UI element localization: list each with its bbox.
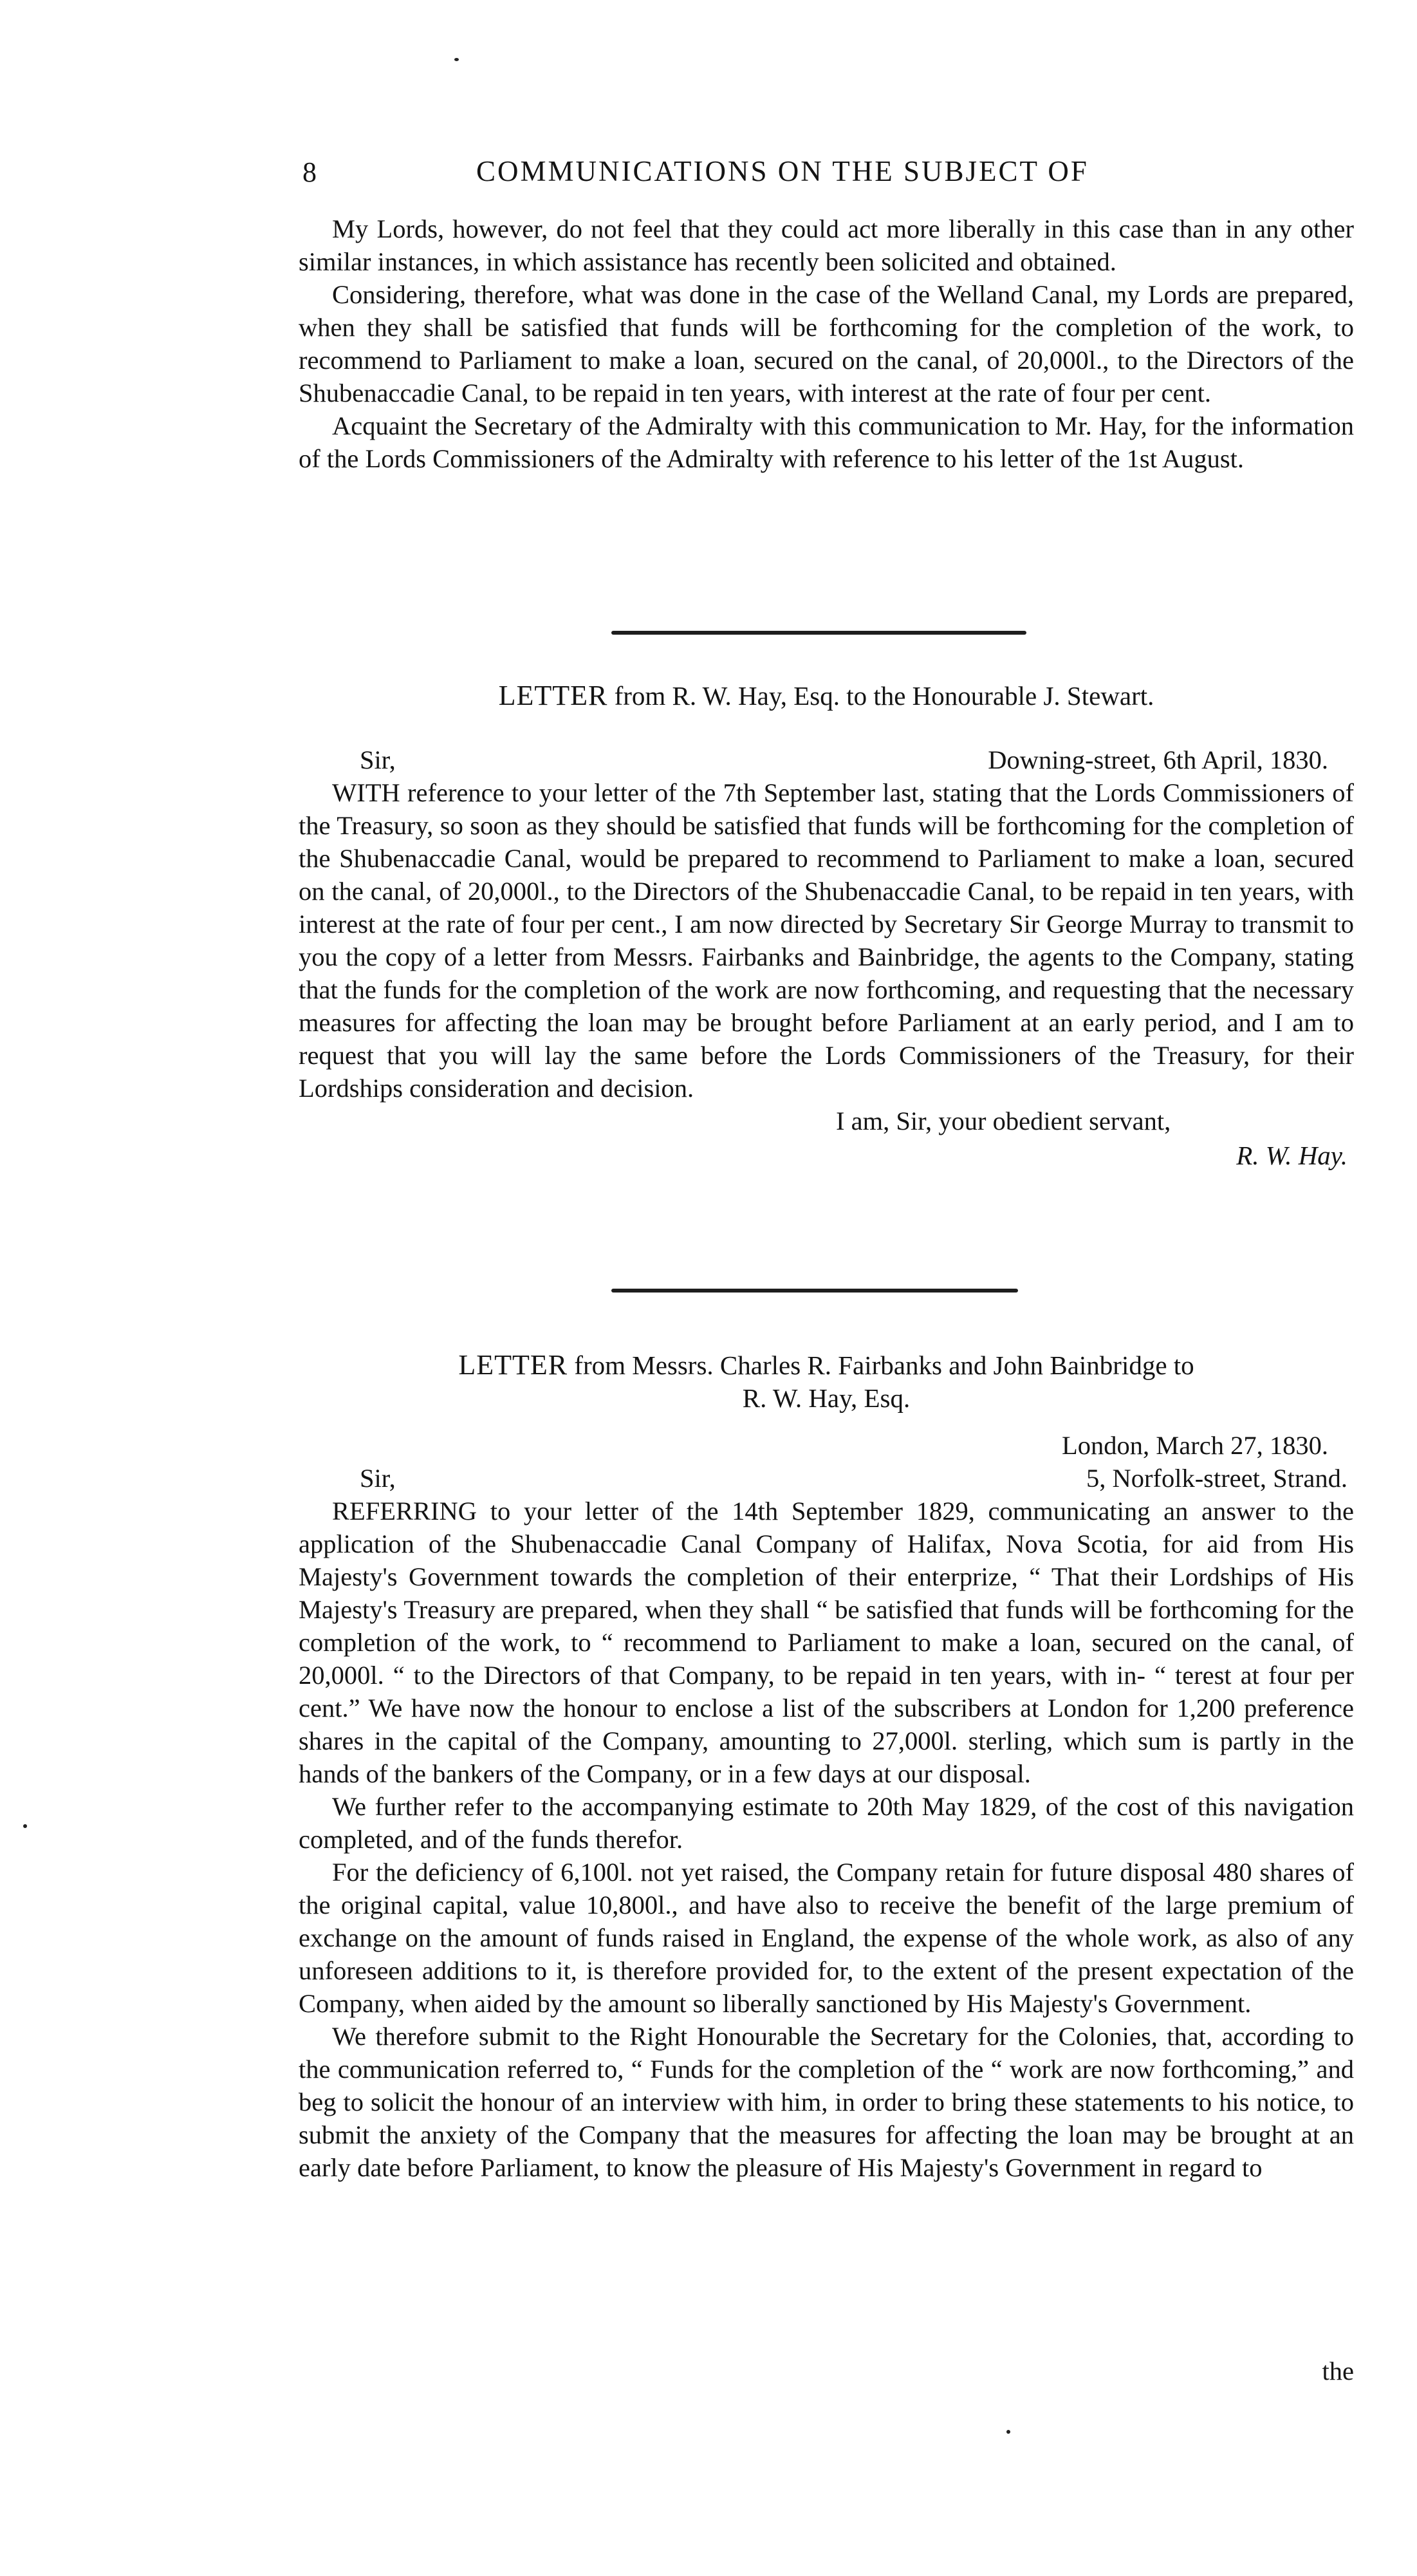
letter-heading-caps: LETTER — [498, 680, 608, 711]
catchword: the — [1322, 2357, 1354, 2385]
paragraph: My Lords, however, do not feel that they could act more liberally in this case than in any other similar instances, in which assistance has recently been solicited and obtained. — [299, 214, 1354, 276]
letter-fairbanks-to-hay — [299, 1349, 1354, 2184]
closing — [299, 1105, 1354, 1137]
section-divider — [611, 1289, 1018, 1293]
running-title: COMMUNICATIONS ON THE SUBJECT OF — [476, 155, 1089, 187]
salutation: Sir, — [360, 745, 396, 774]
section-divider — [611, 631, 1026, 635]
paragraph: For the deficiency of 6,100l. not yet raised, the Company retain for future disposal 480 shares of the original capital, value 10,800l., and have also to receive the benefit of the large premium of exchange on the amount of funds raised in England, the expense of the whole work, as also of any unforeseen additions to it, is therefore provided for, to the extent of the present expectation of the Company, when aided by the amount so liberally sanctioned by His Majesty's Government. — [299, 1858, 1354, 2018]
salutation-address-row — [299, 1462, 1354, 1495]
paragraph: Considering, therefore, what was done in the case of the Welland Canal, my Lords are prepared, when they shall be satisfied that funds will be forthcoming for the completion of the work, to recommend to Parliament to make a loan, secured on the canal, of 20,000l., to the Directors of the Shubenaccadie Canal, to be repaid in ten years, with interest at the rate of four per cent. — [299, 280, 1354, 407]
ink-speck — [23, 1824, 27, 1828]
paragraph: Acquaint the Secretary of the Admiralty with this communication to Mr. Hay, for the information of the Lords Commissioners of the Admiralty with reference to his letter of the 1st August. — [299, 411, 1354, 473]
letter-body: WITH reference to your letter of the 7th September last, stating that the Lords Commissioners of the Treasury, so soon as they should be satisfied that funds will be forthcoming for the completion of the Shubenaccadie Canal, would be prepared to recommend to Parliament to make a loan, secured on the canal, of 20,000l., to the Directors of the Shubenaccadie Canal, to be repaid in ten years, with interest at the rate of four per cent., I am now directed by Secretary Sir George Murray to transmit to you the copy of a letter from Messrs. Fairbanks and Bainbridge, the agents to the Company, stating that the funds for the completion of the work are now forthcoming, and requesting that the necessary measures for affecting the loan may be brought before Parliament at an early period, and I am to request that you will lay the same before the Lords Commissioners of the Treasury, for their Lordships consideration and decision. — [299, 778, 1354, 1103]
salutation: Sir, — [360, 1464, 396, 1493]
address: 5, Norfolk-street, Strand. — [1086, 1464, 1348, 1493]
letter-heading-caps: LETTER — [458, 1349, 568, 1381]
paragraph: REFERRING to your letter of the 14th September 1829, communicating an answer to the application of the Shubenaccadie Canal Company of Halifax, Nova Scotia, for aid from His Majesty's Government towards the completion of their enterprize, “ That their Lordships of His Majesty's Treasury are prepared, when they shall “ be satisfied that funds will be forthcoming for the completion of the work, to “ recommend to Parliament to make a loan, secured on the canal, of 20,000l. “ to the Directors of that Company, to be repaid in ten years, with in- “ terest at four per cent.” We have now the honour to enclose a list of the subscribers at London for 1,200 preference shares in the capital of the Company, amounting to 27,000l. sterling, which sum is partly in the hands of the bankers of the Company, or in a few days at our disposal. — [299, 1497, 1354, 1788]
letter-heading — [299, 679, 1354, 713]
page-header — [302, 152, 1359, 197]
closing-text: I am, Sir, your obedient servant, — [836, 1106, 1171, 1135]
page-number: 8 — [302, 156, 317, 188]
dateline-row — [299, 1429, 1354, 1462]
letter-hay-to-stewart — [299, 679, 1354, 1176]
paragraph: We further refer to the accompanying estimate to 20th May 1829, of the cost of this navigation completed, and of the funds therefor. — [299, 1792, 1354, 1854]
letter-heading-text: from R. W. Hay, Esq. to the Honourable J. Stewart. — [607, 681, 1154, 711]
section-treasury-minute — [299, 212, 1354, 475]
letter-heading-text: from Messrs. Charles R. Fairbanks and John Bainbridge to — [568, 1350, 1194, 1380]
dateline: London, March 27, 1830. — [1062, 1431, 1328, 1460]
letter-heading-line2: R. W. Hay, Esq. — [742, 1383, 911, 1413]
ink-speck — [1006, 2430, 1010, 2434]
ink-speck — [454, 58, 459, 61]
salutation-dateline-row — [299, 743, 1354, 776]
dateline: Downing-street, 6th April, 1830. — [988, 745, 1328, 774]
letter-heading — [299, 1349, 1354, 1415]
signature-text: R. W. Hay. — [1236, 1141, 1348, 1170]
signature — [299, 1137, 1354, 1176]
paragraph: We therefore submit to the Right Honourable the Secretary for the Colonies, that, according to the communication referred to, “ Funds for the completion of the “ work are now forthcoming,” and beg to solicit the honour of an interview with him, in order to bring these statements to his notice, to submit the anxiety of the Company that the measures for affecting the loan may be brought at an early date before Parliament, to know the pleasure of His Majesty's Government in regard to — [299, 2022, 1354, 2182]
